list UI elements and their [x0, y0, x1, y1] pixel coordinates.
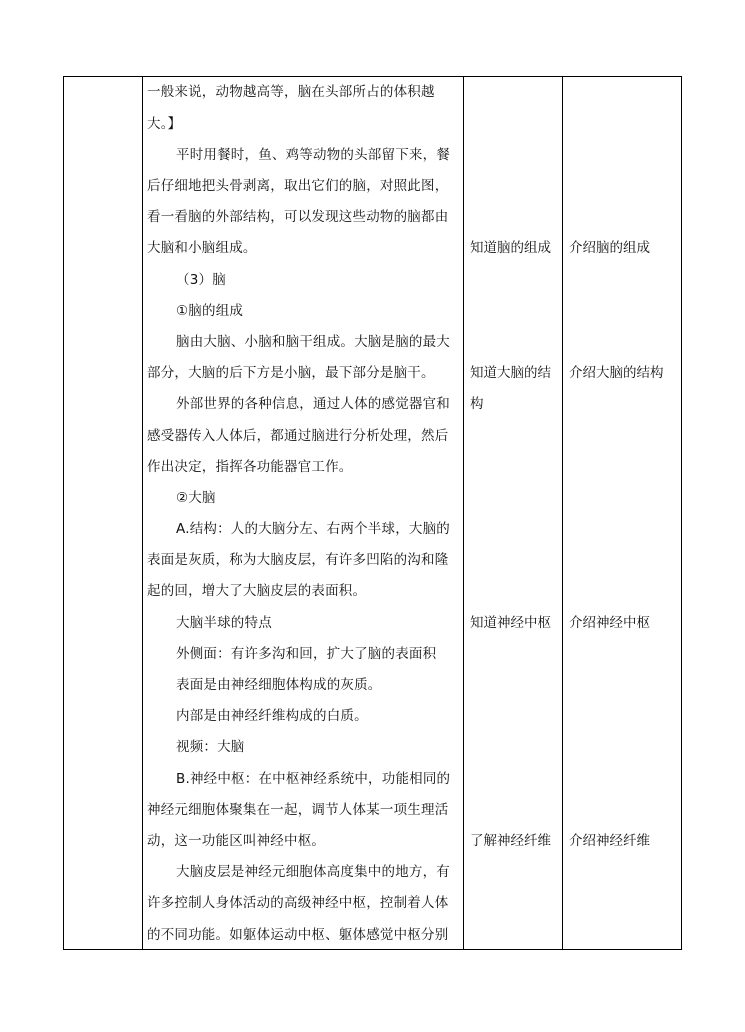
student-activity: 知道神经中枢	[470, 615, 551, 631]
column-divider-2	[463, 76, 464, 950]
content-line: 起的回，增大了大脑皮层的表面积。	[147, 583, 367, 599]
column-divider-3	[562, 76, 563, 950]
student-activity: 了解神经纤维	[470, 833, 551, 849]
content-line: 表面是由神经细胞体构成的灰质。	[176, 677, 382, 693]
teaching-content-column	[147, 76, 461, 950]
content-line: 视频：大脑	[176, 739, 245, 755]
content-line: 外侧面：有许多沟和回，扩大了脑的表面积	[176, 646, 437, 662]
content-line: 平时用餐时，鱼、鸡等动物的头部留下来，餐	[176, 147, 450, 163]
content-line: 外部世界的各种信息，通过人体的感觉器官和	[176, 396, 450, 412]
teacher-activity: 介绍神经纤维	[569, 833, 650, 849]
content-line: 作出决定，指挥各功能器官工作。	[147, 459, 353, 475]
content-line: （3）脑	[176, 272, 226, 288]
content-line: ①脑的组成	[176, 303, 244, 319]
content-line: 神经元细胞体聚集在一起，调节人体某一项生理活	[147, 802, 449, 818]
content-line: B.神经中枢：在中枢神经系统中，功能相同的	[176, 771, 451, 787]
teacher-activity: 介绍神经中枢	[569, 615, 650, 631]
content-line: 感受器传入人体后，都通过脑进行分析处理，然后	[147, 428, 449, 444]
content-line: 许多控制人身体活动的高级神经中枢，控制着人体	[147, 895, 449, 911]
content-line: 后仔细地把头骨剥离，取出它们的脑，对照此图，	[147, 178, 449, 194]
content-line: 大。】	[147, 116, 182, 132]
content-line: 表面是灰质，称为大脑皮层，有许多凹陷的沟和隆	[147, 552, 449, 568]
teacher-activity: 介绍大脑的结构	[569, 365, 664, 381]
student-activity: 知道脑的组成	[470, 240, 551, 256]
content-line: ②大脑	[176, 490, 216, 506]
content-line: 一般来说，动物越高等，脑在头部所占的体积越	[147, 84, 435, 100]
content-line: 大脑和小脑组成。	[147, 240, 257, 256]
content-line: 脑由大脑、小脑和脑干组成。大脑是脑的最大	[176, 334, 450, 350]
student-activity: 知道大脑的结	[470, 365, 551, 381]
content-line: 内部是由神经纤维构成的白质。	[176, 708, 368, 724]
content-line: 大脑半球的特点	[176, 615, 272, 631]
content-line: 动，这一功能区叫神经中枢。	[147, 833, 326, 849]
content-line: 的不同功能。如躯体运动中枢、躯体感觉中枢分别	[147, 927, 449, 943]
column-divider-1	[142, 76, 143, 950]
content-line: 部分，大脑的后下方是小脑，最下部分是脑干。	[147, 365, 435, 381]
content-line: 大脑皮层是神经元细胞体高度集中的地方，有	[176, 864, 450, 880]
teacher-activity: 介绍脑的组成	[569, 240, 650, 256]
student-activity: 构	[470, 396, 484, 412]
content-line: 看一看脑的外部结构，可以发现这些动物的脑都由	[147, 209, 449, 225]
content-line: A.结构：人的大脑分左、右两个半球，大脑的	[176, 521, 450, 537]
